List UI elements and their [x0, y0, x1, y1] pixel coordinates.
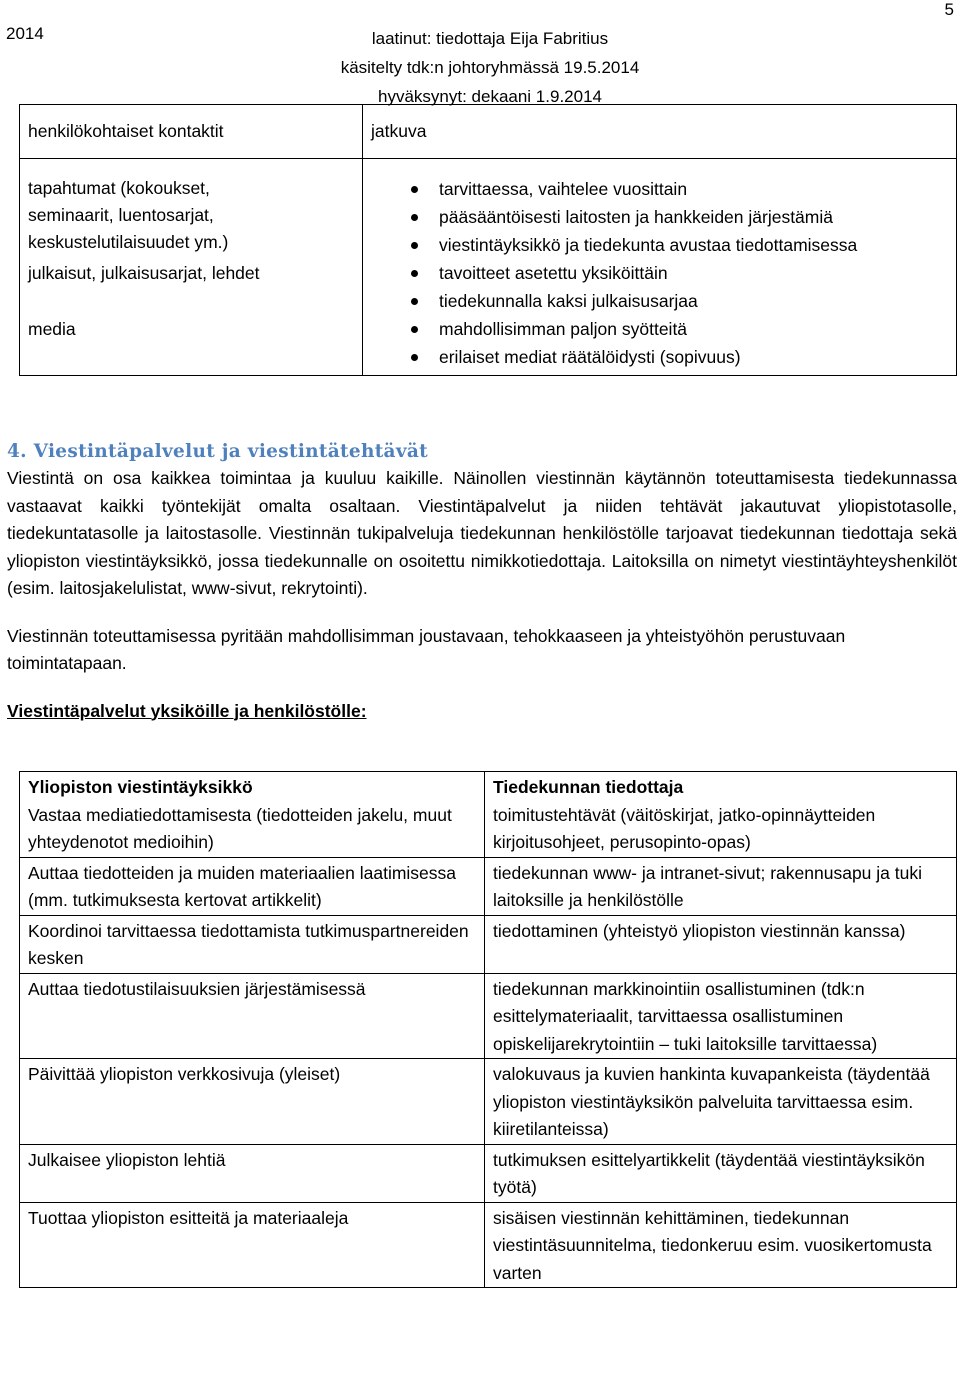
channel-label: henkilökohtaiset kontaktit — [28, 121, 224, 141]
header-author: laatinut: tiedottaja Eija Fabritius — [371, 29, 609, 48]
table-row — [20, 915, 957, 973]
section-heading: 4. Viestintäpalvelut ja viestintätehtävät — [7, 441, 429, 462]
table-cell: tiedekunnan markkinointiin osallistuminen (tdk:n esittelymateriaalit, tarvittaessa osallistuminen opiskelijarekrytointiin – tuki laitoksille tarvittaessa) — [485, 973, 957, 1059]
header-reviewed: käsitelty tdk:n johtoryhmässä 19.5.2014 — [340, 58, 640, 77]
table-row — [20, 315, 957, 376]
table-cell: Auttaa tiedotteiden ja muiden materiaalien laatimisessa (mm. tutkimuksesta kertovat artikkelit) — [20, 857, 485, 915]
bullet-list — [371, 259, 948, 315]
frequency-cell — [363, 159, 957, 260]
table-row — [20, 973, 957, 1059]
table-cell: Päivittää yliopiston verkkosivuja (yleiset) — [20, 1059, 485, 1145]
table-cell: tiedottaminen (yhteistyö yliopiston viestinnän kanssa) — [485, 915, 957, 973]
table-cell: valokuvaus ja kuvien hankinta kuvapankeista (täydentää yliopiston viestintäyksikön palveluita tarvittaessa esim. kiiretilanteissa) — [485, 1059, 957, 1145]
table-row — [20, 1202, 957, 1288]
page-number: 5 — [944, 0, 954, 19]
channel-cell — [20, 315, 363, 376]
table-row — [20, 802, 957, 858]
channel-label: seminaarit, luentosarjat, — [28, 205, 214, 225]
table-cell: Vastaa mediatiedottamisesta (tiedotteiden jakelu, muut yhteydenotot medioihin) — [20, 802, 485, 858]
table-cell: toimitustehtävät (väitöskirjat, jatko-opinnäytteiden kirjoitusohjeet, perusopinto-opas) — [485, 802, 957, 858]
table-row — [20, 857, 957, 915]
table-row — [20, 259, 957, 315]
frequency-cell — [363, 315, 957, 376]
table-cell: Auttaa tiedotustilaisuuksien järjestämisessä — [20, 973, 485, 1059]
section-paragraph: Viestinnän toteuttamisessa pyritään mahdollisimman joustavaan, tehokkaaseen ja yhteistyöhön perustuvaan toimintatapaan. — [7, 625, 846, 673]
list-item: viestintäyksikkö ja tiedekunta avustaa tiedottamisessa — [371, 231, 948, 259]
table-cell: tutkimuksen esittelyartikkelit (täydentää viestintäyksikön työtä) — [485, 1144, 957, 1202]
list-item: pääsääntöisesti laitosten ja hankkeiden järjestämiä — [371, 203, 948, 231]
table-header-row — [20, 772, 957, 802]
table-row — [20, 105, 957, 159]
table-cell: sisäisen viestinnän kehittäminen, tiedekunnan viestintäsuunnitelma, tiedonkeruu esim. vuosikertomusta varten — [485, 1202, 957, 1288]
channel-label: julkaisut, julkaisusarjat, lehdet — [28, 263, 260, 283]
column-header: Tiedekunnan tiedottaja — [485, 772, 957, 802]
section-4 — [7, 439, 957, 725]
table-row — [20, 1144, 957, 1202]
bullet-list — [371, 315, 948, 371]
frequency-cell — [363, 259, 957, 315]
frequency-text: jatkuva — [371, 121, 427, 141]
table-row — [20, 159, 957, 260]
bullet-list — [371, 175, 948, 259]
list-item: tarvittaessa, vaihtelee vuosittain — [371, 175, 948, 203]
list-item: tavoitteet asetettu yksiköittäin — [371, 259, 948, 287]
table-cell: Tuottaa yliopiston esitteitä ja materiaaleja — [20, 1202, 485, 1288]
channel-cell — [20, 105, 363, 159]
channel-label: tapahtumat (kokoukset, — [28, 178, 210, 198]
header-approved: hyväksynyt: dekaani 1.9.2014 — [378, 87, 602, 106]
channel-label: keskustelutilaisuudet ym.) — [28, 232, 229, 252]
frequency-cell — [363, 105, 957, 159]
services-subheading: Viestintäpalvelut yksiköille ja henkilöstölle: — [7, 700, 367, 721]
channel-label: media — [28, 319, 76, 339]
table-cell: Julkaisee yliopiston lehtiä — [20, 1144, 485, 1202]
channel-cell — [20, 159, 363, 260]
column-header: Yliopiston viestintäyksikkö — [20, 772, 485, 802]
channel-cell — [20, 259, 363, 315]
services-table — [19, 771, 957, 1288]
list-item: mahdollisimman paljon syötteitä — [371, 315, 948, 343]
table-row — [20, 1059, 957, 1145]
section-paragraph: Viestintä on osa kaikkea toimintaa ja kuuluu kaikille. Näinollen viestinnän käytännön toteuttamisesta tiedekunnassa vastaavat kaikki työntekijät omalta osaltaan. Viestintäpalvelut ja niiden tehtävät jakautuvat yliopistotasolle, tiedekuntatasolle ja laitostasolle. Viestinnän tukipalveluja tiedekunnan henkilöstölle tarjoavat tiedekunnan tiedottaja sekä yliopiston viestintäyksikkö, jossa tiedekunnalle on osoitettu nimikkotiedottaja. Laitoksilla on nimetyt viestintäyhteyshenkilöt (esim. laitosjakelulistat, www-sivut, rekrytointi). — [7, 468, 957, 598]
table-cell: Koordinoi tarvittaessa tiedottamista tutkimuspartnereiden kesken — [20, 915, 485, 973]
list-item: tiedekunnalla kaksi julkaisusarjaa — [371, 287, 948, 315]
header-year: 2014 — [6, 24, 44, 43]
channels-table — [19, 104, 957, 376]
list-item: erilaiset mediat räätälöidysti (sopivuus) — [371, 343, 948, 371]
header-info — [260, 24, 720, 111]
table-cell: tiedekunnan www- ja intranet-sivut; rakennusapu ja tuki laitoksille ja henkilöstölle — [485, 857, 957, 915]
